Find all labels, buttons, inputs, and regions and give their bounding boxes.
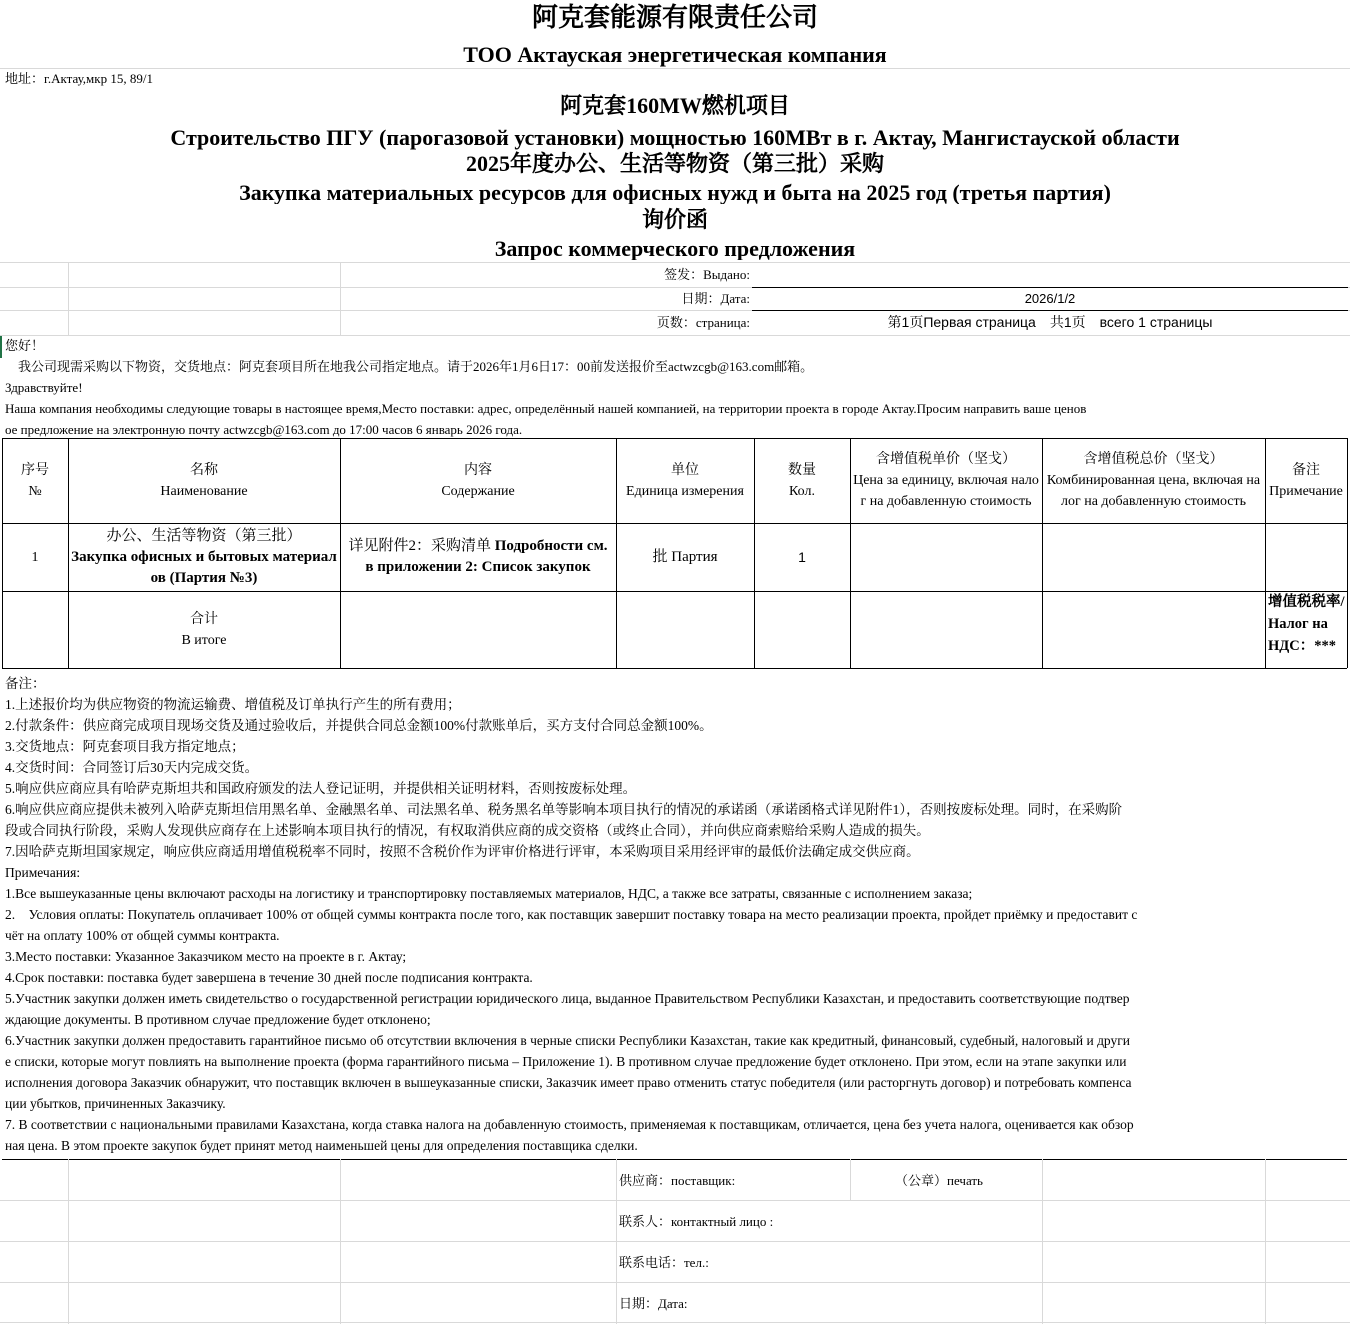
vat-rate-note: 增值税税率/Налог на НДС：*** [1268, 594, 1345, 654]
row-qty: 1 [798, 548, 806, 565]
header-unit-price: 含增值税单价（坚戈） Цена за единицу, включая налог на добавленную стоимость [853, 452, 1039, 509]
project-title-ru: Строительство ПГУ (парогазовой установки) мощностью 160МВт в г. Актау, Мангистауской области [170, 125, 1180, 150]
date-label: 日期：Дата: [681, 291, 750, 306]
intro-text-ru-1: Наша компания необходимы следующие товары в настоящее время,Место поставки: адрес, определённый нашей компанией, на территории проекта в городе Актау.Просим направить ваше ценов [5, 401, 1087, 416]
header-remark: 备注 Примечание [1269, 462, 1343, 499]
issued-label: 签发：Выдано: [664, 267, 750, 282]
date-value: 2026/1/2 [1024, 291, 1076, 306]
greeting-cn: 您好！ [5, 338, 45, 353]
row-no: 1 [31, 549, 39, 565]
row-name: 办公、生活等物资（第三批） Закупка офисных и бытовых материалов (Партия №3) [71, 527, 337, 586]
row-remark[interactable] [1265, 523, 1347, 591]
total-label: 合计 В итоге [181, 611, 227, 648]
supplier-label: 供应商：поставщик: [619, 1173, 736, 1188]
project-title-cn: 阿克套160MW燃机项目 [560, 93, 790, 118]
notes-cn: 备注： 1.上述报价均为供应物资的物流运输费、增值税及订单执行产生的所有费用； 2.付款条件：供应商完成项目现场交货及通过验收后，并提供合同总金额100%付款账单后，买方支付合同总金额100%。 3.交货地点：阿克套项目我方指定地点； 4.交货时间：合同签订后30天内完成交货。 5.响应供应商应具有哈萨克斯坦共和国政府颁发的法人登记证明，并提供相关证明材料，否则按废标处理。 6.响应供应商应提供未被列入哈萨克斯坦信用黑名单、金融黑名单、司法黑名单、税务黑名单等影响本项目执行的情况的承诺函（承诺函格式详见附件1），否则按废标处理。同时，在采购阶 段或合同执行阶段，采购人发现供应商存在上述影响本项目执行的情况，有权取消供应商的成交资格（或终止合同），并向供应商索赔给采购人造成的损失。 7.因哈萨克斯坦国家规定，响应供应商适用增值税税率不同时，按照不含税价作为评审价格进行评审，本采购项目采用经评审的最低价法确定成交供应商。 [5, 676, 1123, 859]
purchase-title-ru: Закупка материальных ресурсов для офисных нужд и быта на 2025 год (третья партия) [239, 180, 1111, 204]
purchase-title-cn: 2025年度办公、生活等物资（第三批）采购 [465, 151, 884, 176]
intro-text-ru-2: ое предложение на электронную почту actwzcgb@163.com до 17:00 часов 6 январь 2026 года. [5, 422, 523, 437]
notes-ru: Примечания: 1.Все вышеуказанные цены включают расходы на логистику и транспортировку поставляемых материалов, НДС, а также все затраты, связанные с исполнением заказа; 2. Условия оплаты: Покупатель оплачивает 100% от общей суммы контракта после того, как поставщик завершит поставку товара на место реализации проекта, пройдет приёмку и предоставит с чёт на оплату 100% от общей суммы контракта. 3.Место поставки: Указанное Заказчиком место на проекте в г. Актау; 4.Срок поставки: поставка будет завершена в течение 30 дней после подписания контракта. 5.Участник закупки должен иметь свидетельство о государственной регистрации юридического лица, выданное Правительством Республики Казахстан, и предоставить соответствующие подтвер ждающие документы. В противном случае предложение будет отклонено; 6.Участник закупки должен предоставить гарантийное письмо об отсутствии включения в черные списки Республики Казахстан, такие как кредитный, финансовый, судебный, налоговый и други е списки, которые могут повлиять на выполнение проекта (форма гарантийного письма – Приложение 1). В противном случае предложение будет отклонено. При этом, если на этапе закупки или исполнения договора Заказчик обнаружит, что поставщик включен в вышеуказанные списки, Заказчик имеет право отменить статус победителя (или расторгнуть договор) и потребовать компенса ции убытков, причиненных Заказчику. 7. В соответствии с национальными правилами Казахстана, когда ставка налога на добавленную стоимость, применяемая к поставщикам, отличается, цена без учета налога, оценивается как обзор ная цена. В этом проекте закупок будет принят метод наименьшей цены для определения поставщика сделки. [5, 865, 1138, 1153]
row-total-price[interactable] [1042, 523, 1265, 591]
greeting-ru: Здравствуйте! [5, 380, 83, 395]
inquiry-title-ru: Запрос коммерческого предложения [494, 236, 856, 260]
row-unit-price[interactable] [850, 523, 1042, 591]
row-unit: 批 Партия [652, 548, 718, 565]
intro-text-cn: 我公司现需采购以下物资，交货地点：阿克套项目所在地我公司指定地点。请于2026年1月6日17：00前发送报价至actwzcgb@163.com邮箱。 [5, 359, 814, 374]
header-no: 序号 № [21, 462, 49, 499]
header-content: 内容 Содержание [441, 462, 515, 499]
company-name-ru: ТОО Актауская энергетическая компания [463, 42, 887, 67]
page-label: 页数：страница: [656, 315, 750, 330]
seal-label: （公章）печать [895, 1173, 983, 1188]
company-address: 地址：г.Актау,мкр 15, 89/1 [5, 71, 153, 86]
header-unit: 单位 Единица измерения [626, 462, 744, 499]
inquiry-title-cn: 询价函 [641, 207, 708, 232]
row-content: 详见附件2：采购清单 Подробности см. в приложении 2: Список закупок [348, 538, 608, 575]
contact-label: 联系人：контактный лицо : [619, 1214, 774, 1229]
page-value: 第1页Первая страница 共1页 всего 1 страницы [887, 314, 1213, 330]
sign-date-label: 日期：Дата: [619, 1296, 688, 1311]
company-name-cn: 阿克套能源有限责任公司 [531, 3, 818, 32]
header-name: 名称 Наименование [160, 462, 248, 499]
phone-label: 联系电话：тел.: [619, 1255, 709, 1270]
header-qty: 数量 Кол. [788, 462, 816, 499]
header-total-price: 含增值税总价（坚戈） Комбинированная цена, включая налог на добавленную стоимость [1046, 452, 1261, 509]
